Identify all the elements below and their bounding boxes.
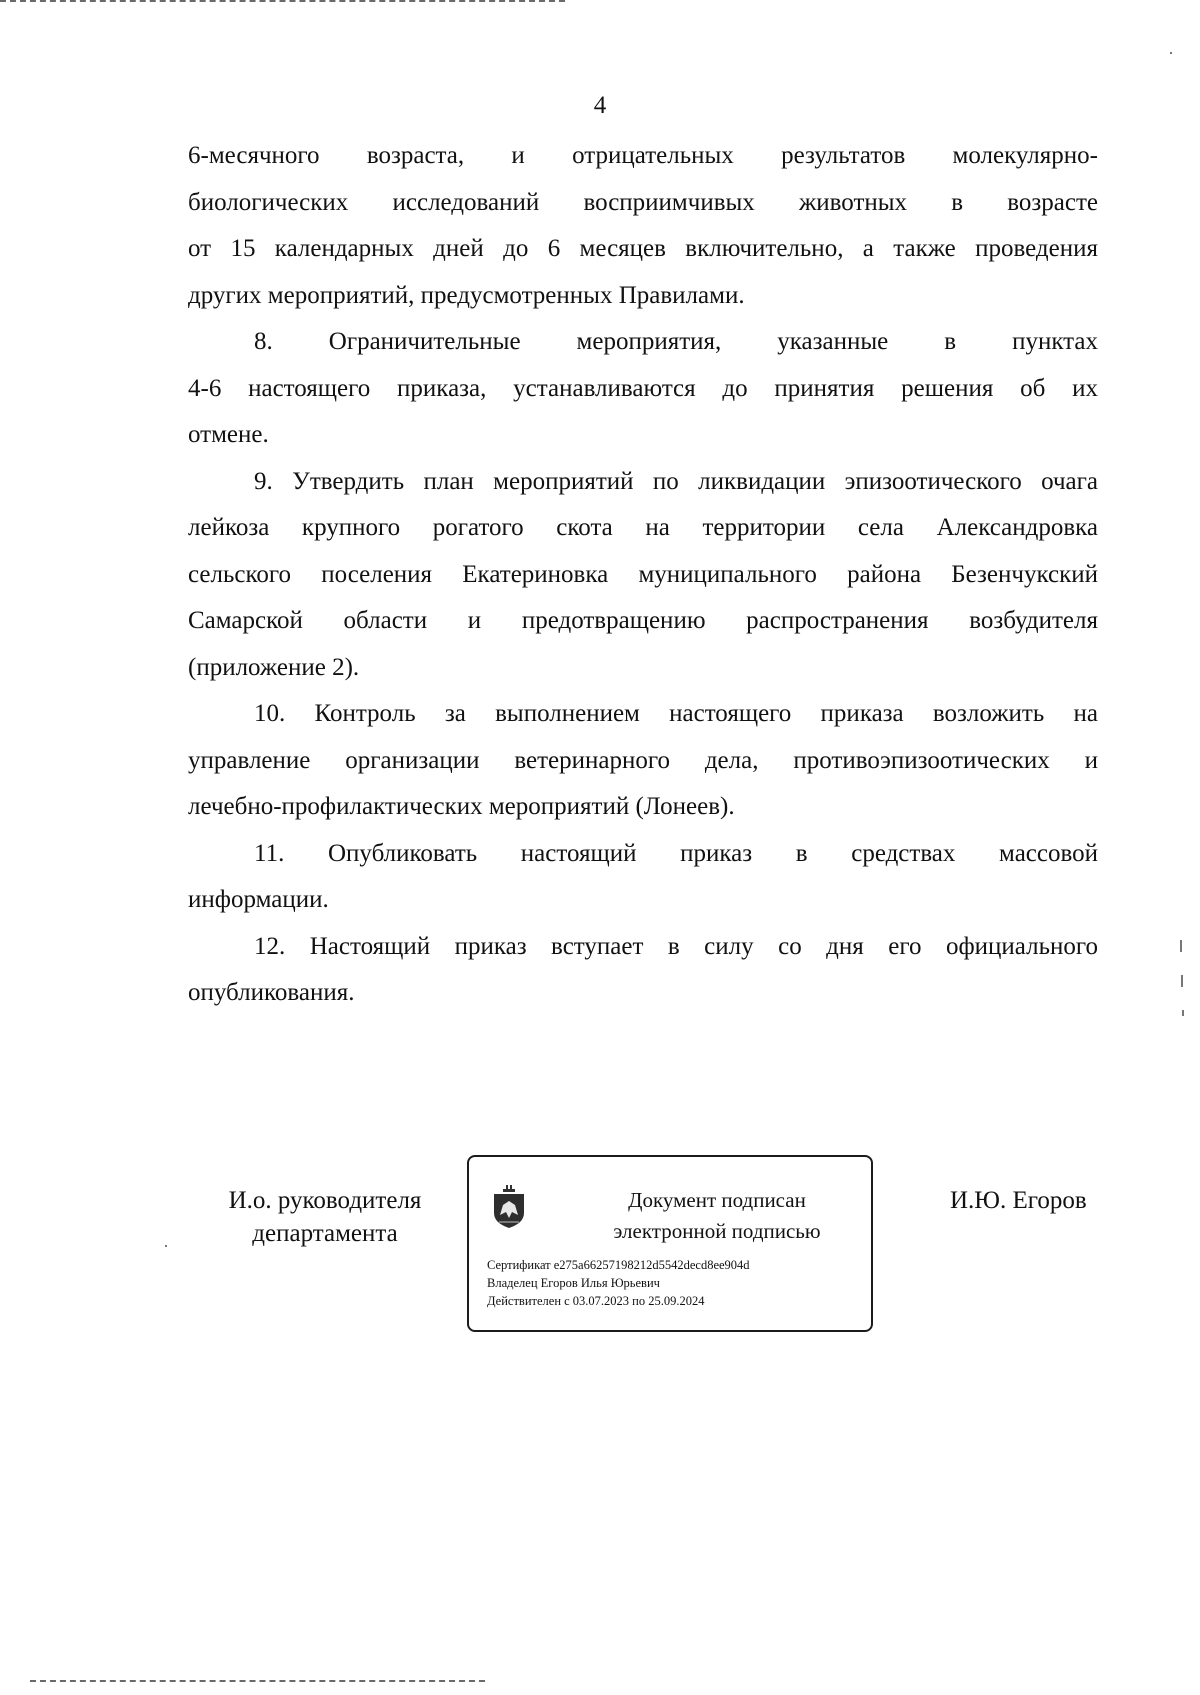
scan-artifact xyxy=(1180,940,1182,952)
paragraph-11-line: информации. xyxy=(188,886,329,913)
stamp-details xyxy=(487,1256,750,1310)
paragraph-9-line: Самарской области и предотвращению распространения возбудителя xyxy=(188,607,1098,634)
paragraph-10-line: 10. Контроль за выполнением настоящего приказа возложить на xyxy=(254,700,1098,727)
scan-artifact xyxy=(1182,1010,1184,1016)
stamp-header-line: Документ подписан xyxy=(628,1188,806,1212)
paragraph-line: 6-месячного возраста, и отрицательных результатов молекулярно- xyxy=(188,142,1098,169)
paragraph-9-line: (приложение 2). xyxy=(188,653,360,681)
signatory-role-line: департамента xyxy=(252,1220,398,1247)
paragraph-10-line: управление организации ветеринарного дела, противоэпизоотических и xyxy=(188,746,1098,774)
scan-artifact xyxy=(165,1245,167,1247)
paragraph-12-line: опубликования. xyxy=(188,979,355,1006)
paragraph-10-line: лечебно-профилактических мероприятий (Лонеев). xyxy=(188,793,735,820)
paragraph-8-line: отмене. xyxy=(188,421,269,448)
certificate-owner: Владелец Егоров Илья Юрьевич xyxy=(487,1276,660,1290)
page-number: 4 xyxy=(593,92,607,119)
paragraph-9-line: 9. Утвердить план мероприятий по ликвидации эпизоотического очага xyxy=(254,467,1098,495)
paragraph-9-line: лейкоза крупного рогатого скота на территории села Александровка xyxy=(188,514,1098,541)
paragraph-8-line: 4-6 настоящего приказа, устанавливаются до принятия решения об их xyxy=(188,374,1098,402)
digital-signature-stamp xyxy=(467,1155,873,1332)
paragraph-line: от 15 календарных дней до 6 месяцев включительно, а также проведения xyxy=(188,235,1098,262)
scan-artifact xyxy=(1170,52,1172,54)
signatory-role-line: И.о. руководителя xyxy=(228,1187,422,1214)
paragraph-8-line: 8. Ограничительные мероприятия, указанные в пунктах xyxy=(254,328,1098,355)
coat-of-arms-icon xyxy=(489,1185,529,1229)
stamp-header xyxy=(587,1185,847,1247)
stamp-header-line: электронной подписью xyxy=(613,1219,821,1243)
order-body xyxy=(188,133,1098,1017)
signer-name: И.Ю. Егоров xyxy=(950,1187,1087,1214)
scan-edge-dashes-bottom xyxy=(30,1680,485,1682)
paragraph-11-line: 11. Опубликовать настоящий приказ в средствах массовой xyxy=(254,839,1098,867)
signatory-role xyxy=(205,1184,445,1250)
certificate-number: Сертификат e275a66257198212d5542decd8ee904d xyxy=(487,1258,750,1272)
paragraph-9-line: сельского поселения Екатериновка муниципального района Безенчукский xyxy=(188,560,1098,588)
paragraph-12-line: 12. Настоящий приказ вступает в силу со дня его официального xyxy=(254,932,1098,960)
paragraph-line: биологических исследований восприимчивых животных в возрасте xyxy=(188,188,1098,216)
certificate-validity: Действителен с 03.07.2023 по 25.09.2024 xyxy=(487,1294,705,1308)
scan-artifact xyxy=(1181,975,1183,987)
scan-edge-dashes-top xyxy=(0,0,565,2)
paragraph-line: других мероприятий, предусмотренных Правилами. xyxy=(188,281,745,309)
